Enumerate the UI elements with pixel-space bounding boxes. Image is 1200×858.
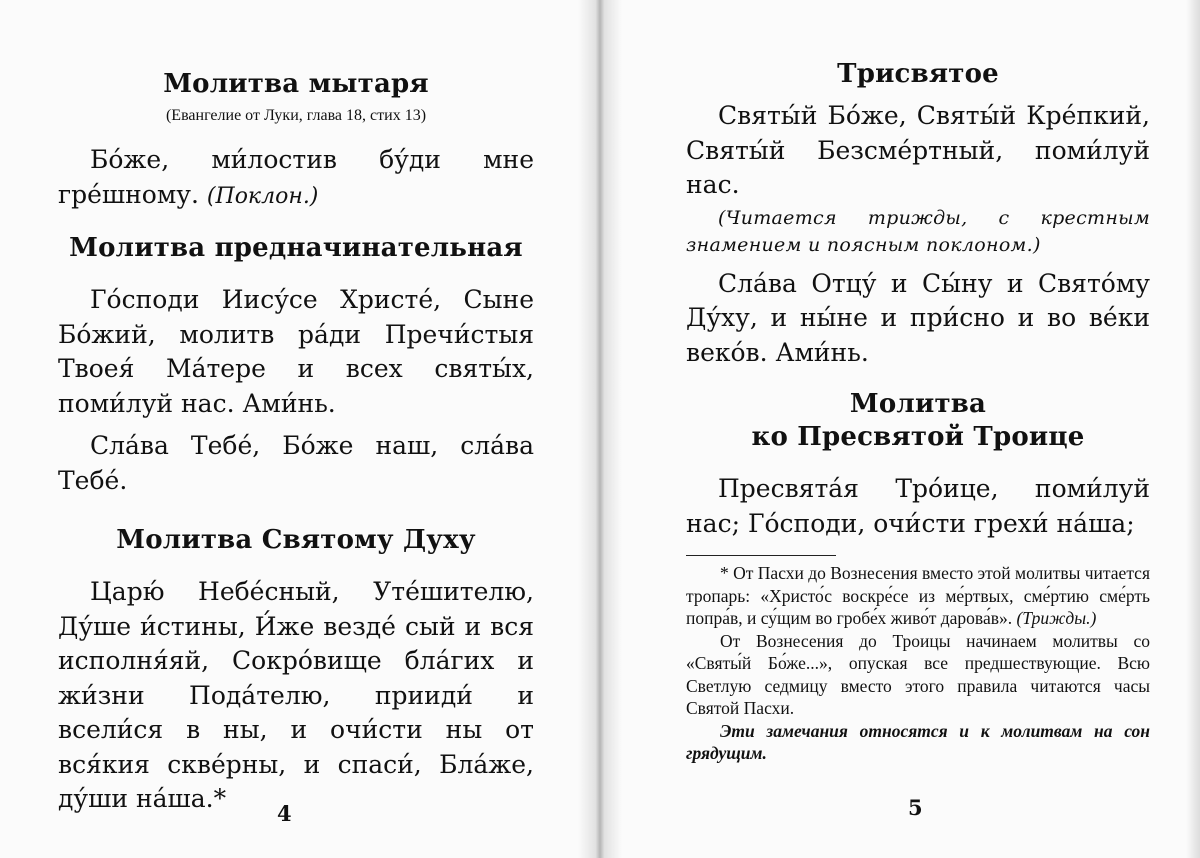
trisagion-text: Святы́й Бо́же, Святы́й Кре́пкий, Святы́й Безсме́ртный, поми́луй нас. [686,101,1150,199]
footnote-thrice: (Трижды.) [1016,608,1097,628]
page-edge-shadow [1186,0,1200,858]
prayer-title-trinity-line1: Молитва [849,389,987,419]
left-page [0,0,596,858]
scripture-reference: (Евангелие от Луки, глава 18, стих 13) [165,107,427,124]
trisagion-rubric: (Читается трижды, с крестным знамением и поясным поклоном.) [686,206,1150,256]
prayer-holy-spirit-text: Царю́ Небе́сный, Уте́шителю, Ду́ше и́стины, И́же везде́ сый и вся исполня́яй, Сокро́вище бла́гих и жи́зни Пода́телю, прииди́ и всели́ся в ны, и очи́сти ны от вся́кия скве́рны, и спаси́, Бла́же, ду́ши на́ша.* [58,577,534,813]
footnote-paschal [686,562,1150,630]
glory-to-thee-text: Сла́ва Тебе́, Бо́же наш, сла́ва Тебе́. [58,431,534,495]
right-page [596,0,1200,858]
glory-be-text: Сла́ва Отцу́ и Сы́ну и Свято́му Ду́ху, и ны́не и при́сно и во ве́ки веко́в. Ами́нь. [686,268,1150,367]
prayer-trinity-text: Пресвята́я Тро́ице, поми́луй нас; Го́споди, очи́сти грехи́ на́ша; [686,474,1150,538]
prayer-title-publican: Молитва мытаря [163,69,429,99]
footnote-divider [686,555,836,556]
prayer-opening-text: Го́споди Иису́се Христе́, Сыне Бо́жий, молитв ра́ди Пречи́стыя Твоея́ Ма́тере и всех святы́х, поми́луй нас. Ами́нь. [58,285,534,418]
footnote-paschal-body: * От Пасхи до Вознесения вместо этой молитвы читается тропарь: «Христо́с воскре́се из ме́ртвых, сме́ртию сме́рть попра́в, и су́щим во гробе́х живо́т дарова́в». [686,563,1150,628]
footnote-remark: Эти замечания относятся и к молитвам на сон грядущим. [686,720,1150,763]
prostration-note: (Поклон.) [206,183,319,209]
prayer-title-trisagion: Трисвятое [837,59,999,89]
prayer-title-opening: Молитва предначинательная [69,233,523,263]
prayer-title-trinity-line2: ко Пресвятой Троице [751,422,1085,452]
page-number-right: 5 [908,795,923,820]
prayer-publican-body: Бо́же, ми́лостив бу́ди мне гре́шному. [58,145,534,209]
prayer-publican-text [58,143,534,214]
prayer-title-holy-spirit: Молитва Святому Духу [116,525,476,555]
footnote-ascension: От Вознесения до Троицы начинаем молитвы со «Святы́й Бо́же...», опуская все предшествующие. Всю Светлую седмицу вместо этого правила читаются часы Святой Пасхи. [686,630,1150,718]
page-number-left: 4 [277,801,292,826]
